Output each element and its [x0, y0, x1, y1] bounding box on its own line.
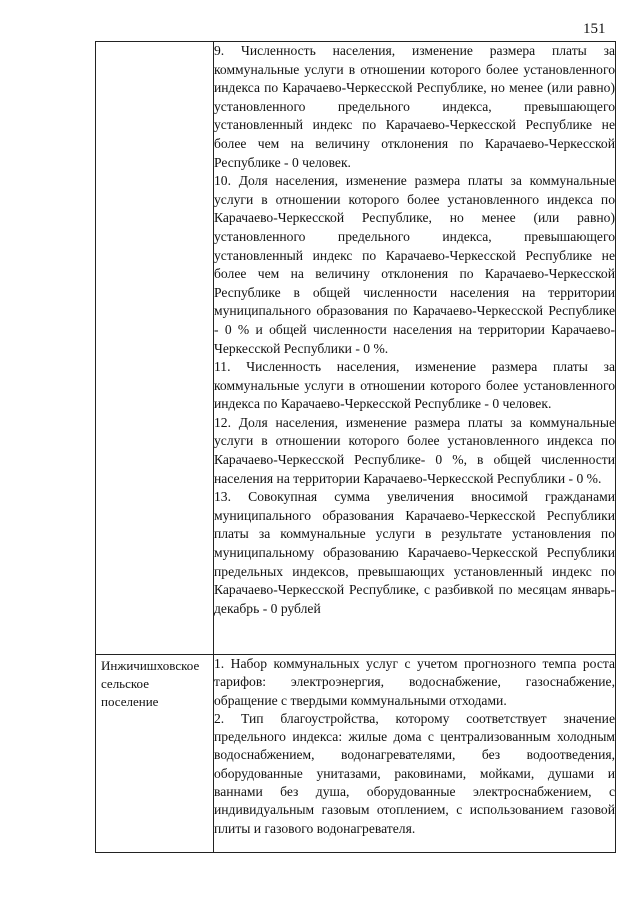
table-row: [96, 42, 616, 655]
indicators-cell: [214, 655, 616, 853]
indicator-paragraph: 9. Численность населения, изменение размера платы за коммунальные услуги в отношении которого более установленного индекса по Карачаево-Черкесской Республике, но менее (или равно) установленного предельного индекса, превышающего установленный индекс по Карачаево-Черкесской Республике не более чем на величину отклонения по Карачаево-Черкесской Республике - 0 человек.: [214, 43, 615, 170]
indicator-paragraph: 1. Набор коммунальных услуг с учетом прогнозного темпа роста тарифов: электроэнергия, водоснабжение, газоснабжение, обращение с твердыми коммунальными отходами.: [214, 656, 615, 708]
municipality-name: Инжичишховское сельское поселение: [101, 658, 200, 709]
document-table: [95, 41, 616, 853]
municipality-cell: [96, 655, 214, 853]
indicator-paragraph: 12. Доля населения, изменение размера платы за коммунальные услуги в отношении которого более установленного индекса по Карачаево-Черкесской Республике- 0 %, в общей численности населения на территории Карачаево-Черкесской Республики - 0 %.: [214, 414, 615, 486]
page-number: 151: [583, 21, 606, 37]
municipality-cell: [96, 42, 214, 655]
indicator-paragraph: 13. Совокупная сумма увеличения вносимой гражданами муниципального образования Карачаево-Черкесской Республики платы за коммунальные услуги в результате установления по муниципальному образованию Карачаево-Черкесской Республики предельных индексов, превышающих установленный индекс по Карачаево-Черкесской Республике, с разбивкой по месяцам январь-декабрь - 0 рублей: [214, 489, 615, 616]
indicator-paragraph: 2. Тип благоустройства, которому соответствует значение предельного индекса: жилые дома с централизованным холодным водоснабжением, водонагревателями, без водоотведения, оборудованные унитазами, раковинами, мойками, душами и ваннами без душа, оборудованные электроснабжением, с индивидуальным газовым отоплением, с использованием газовой плиты и газового водонагревателя.: [214, 710, 615, 836]
indicator-paragraph: 10. Доля населения, изменение размера платы за коммунальные услуги в отношении которого более установленного индекса по Карачаево-Черкесской Республике, но менее (или равно) установленного предельного индекса, превышающего установленный индекс по Карачаево-Черкесской Республике не более чем на величину отклонения по Карачаево-Черкесской Республике в общей численности населения на территории муниципального образования по Карачаево-Черкесской Республике - 0 % и общей численности населения на территории Карачаево-Черкесской Республики - 0 %.: [214, 173, 615, 356]
indicators-cell: [214, 42, 616, 655]
municipality-name: [96, 42, 213, 44]
table-row: [96, 655, 616, 853]
indicator-paragraph: 11. Численность населения, изменение размера платы за коммунальные услуги в отношении которого более установленного индекса по Карачаево-Черкесской Республике - 0 человек.: [214, 359, 615, 412]
